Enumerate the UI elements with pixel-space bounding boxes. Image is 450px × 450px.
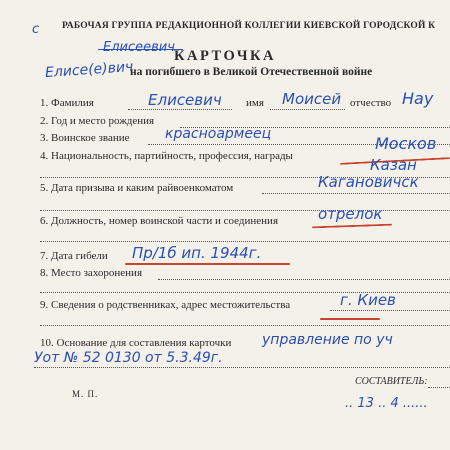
relatives-rule xyxy=(330,310,450,311)
basis-value-1: управление по уч xyxy=(262,332,393,348)
compile-date: .. 13 .. 4 ...... xyxy=(345,396,428,411)
first-name-rule xyxy=(270,109,345,110)
nationality-value-3: Кагановичск xyxy=(318,173,419,191)
death-date-red-line xyxy=(125,263,290,265)
corner-mark: с xyxy=(32,22,40,37)
card-title: КАРТОЧКА xyxy=(173,48,277,64)
surname-value: Елисевич xyxy=(148,91,222,109)
first-name-label: имя xyxy=(246,97,264,109)
corrected-name: Елисе(е)вич xyxy=(44,58,134,82)
card-header: РАБОЧАЯ ГРУППА РЕДАКЦИОННОЙ КОЛЛЕГИИ КИЕВСКОЙ ГОРОДСКОЙ К xyxy=(62,21,436,31)
field-3-label: 3. Воинское звание xyxy=(40,132,130,144)
compiler-label: СОСТАВИТЕЛЬ: xyxy=(355,376,428,387)
compiler-rule xyxy=(428,387,450,388)
relatives-red-line xyxy=(320,318,380,320)
death-date-value: Пр/1б ип. 1944г. xyxy=(132,244,262,262)
nationality-value-1: Москов xyxy=(375,134,437,153)
nationality-value-2: Казан xyxy=(370,156,417,174)
rank-value: красноармеец xyxy=(165,126,272,142)
card-subtitle: на погибшего в Великой Отечественной войне xyxy=(130,66,373,78)
surname-rule xyxy=(128,109,232,110)
field-9-label: 9. Сведения о родственниках, адрес местожительства xyxy=(40,299,291,311)
field-1-label: 1. Фамилия xyxy=(40,97,94,109)
patronymic-value: Нау xyxy=(402,89,434,108)
field-10-label: 10. Основание для составления карточки xyxy=(40,337,232,349)
basis-rule xyxy=(34,367,450,368)
stamp-place-label: М. П. xyxy=(72,389,99,399)
field-6-label: 6. Должность, номер воинской части и соединения xyxy=(40,215,278,227)
field-5-label: 5. Дата призыва и каким райвоенкоматом xyxy=(40,182,234,194)
field-8-label: 8. Место захоронения xyxy=(40,267,142,279)
unit-value: отрелок xyxy=(318,205,383,223)
draft-rule xyxy=(262,193,450,194)
patronymic-label: отчество xyxy=(350,97,392,109)
relatives-value: г. Киев xyxy=(340,291,396,309)
burial-rule xyxy=(158,279,450,280)
basis-value-2: Уот № 52 0130 от 5.3.49г. xyxy=(34,350,223,366)
field-2-label: 2. Год и место рождения xyxy=(40,115,155,127)
unit-rule xyxy=(40,241,450,242)
field-4-label: 4. Национальность, партийность, профессия, награды xyxy=(40,150,293,162)
unit-red-line xyxy=(312,224,392,229)
crossed-name: Елисеевич xyxy=(103,40,175,55)
first-name-value: Моисей xyxy=(282,90,342,108)
field-7-label: 7. Дата гибели xyxy=(40,250,108,262)
draft-rule-2 xyxy=(40,210,450,211)
relatives-rule-2 xyxy=(40,325,450,326)
